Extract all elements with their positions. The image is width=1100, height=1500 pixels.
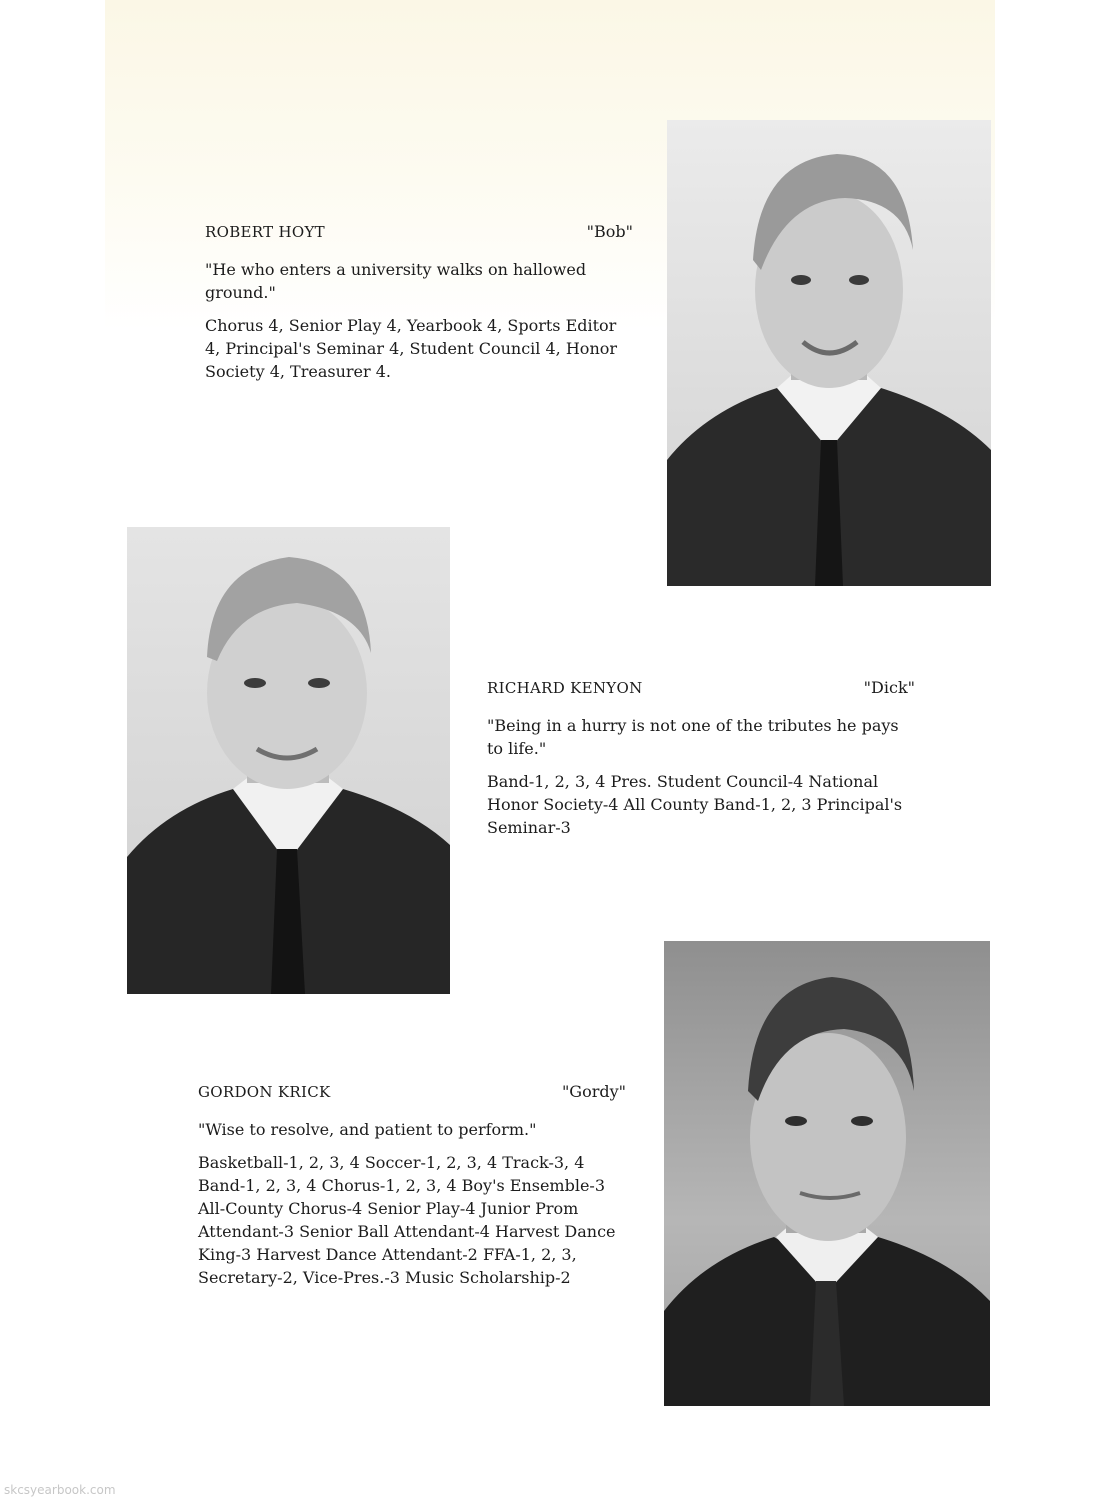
student-activities: Band-1, 2, 3, 4 Pres. Student Council-4 National Honor Society-4 All County Band-1, 2, 3 Principal's Seminar-3	[487, 772, 903, 837]
portrait-photo-richard-kenyon	[127, 527, 450, 994]
student-quote: "He who enters a university walks on hallowed ground."	[205, 260, 587, 302]
student-nickname: "Dick"	[863, 678, 915, 697]
student-entry-robert-hoyt	[205, 220, 633, 383]
name-row	[487, 676, 915, 700]
student-activities: Chorus 4, Senior Play 4, Yearbook 4, Sports Editor 4, Principal's Seminar 4, Student Council 4, Honor Society 4, Treasurer 4.	[205, 316, 618, 381]
student-name: RICHARD KENYON	[487, 679, 643, 697]
student-name: GORDON KRICK	[198, 1083, 331, 1101]
name-row	[198, 1080, 626, 1104]
student-quote: "Wise to resolve, and patient to perform."	[198, 1120, 537, 1139]
student-quote: "Being in a hurry is not one of the tributes he pays to life."	[487, 716, 899, 758]
portrait-photo-gordon-krick	[664, 941, 990, 1406]
student-entry-gordon-krick	[198, 1080, 626, 1289]
student-entry-richard-kenyon	[487, 676, 915, 839]
name-row	[205, 220, 633, 244]
portrait-illustration	[127, 527, 450, 994]
site-watermark: skcsyearbook.com	[4, 1483, 116, 1497]
portrait-illustration	[664, 941, 990, 1406]
student-activities: Basketball-1, 2, 3, 4 Soccer-1, 2, 3, 4 Track-3, 4 Band-1, 2, 3, 4 Chorus-1, 2, 3, 4 Boy's Ensemble-3 All-County Chorus-4 Senior Play-4 Junior Prom Attendant-3 Senior Ball Attendant-4 Harvest Dance King-3 Harvest Dance Attendant-2 FFA-1, 2, 3, Secretary-2, Vice-Pres.-3 Music Scholarship-2	[198, 1153, 616, 1287]
student-nickname: "Gordy"	[561, 1082, 626, 1101]
student-name: ROBERT HOYT	[205, 223, 325, 241]
portrait-illustration	[667, 120, 991, 586]
student-nickname: "Bob"	[586, 222, 633, 241]
portrait-photo-robert-hoyt	[667, 120, 991, 586]
